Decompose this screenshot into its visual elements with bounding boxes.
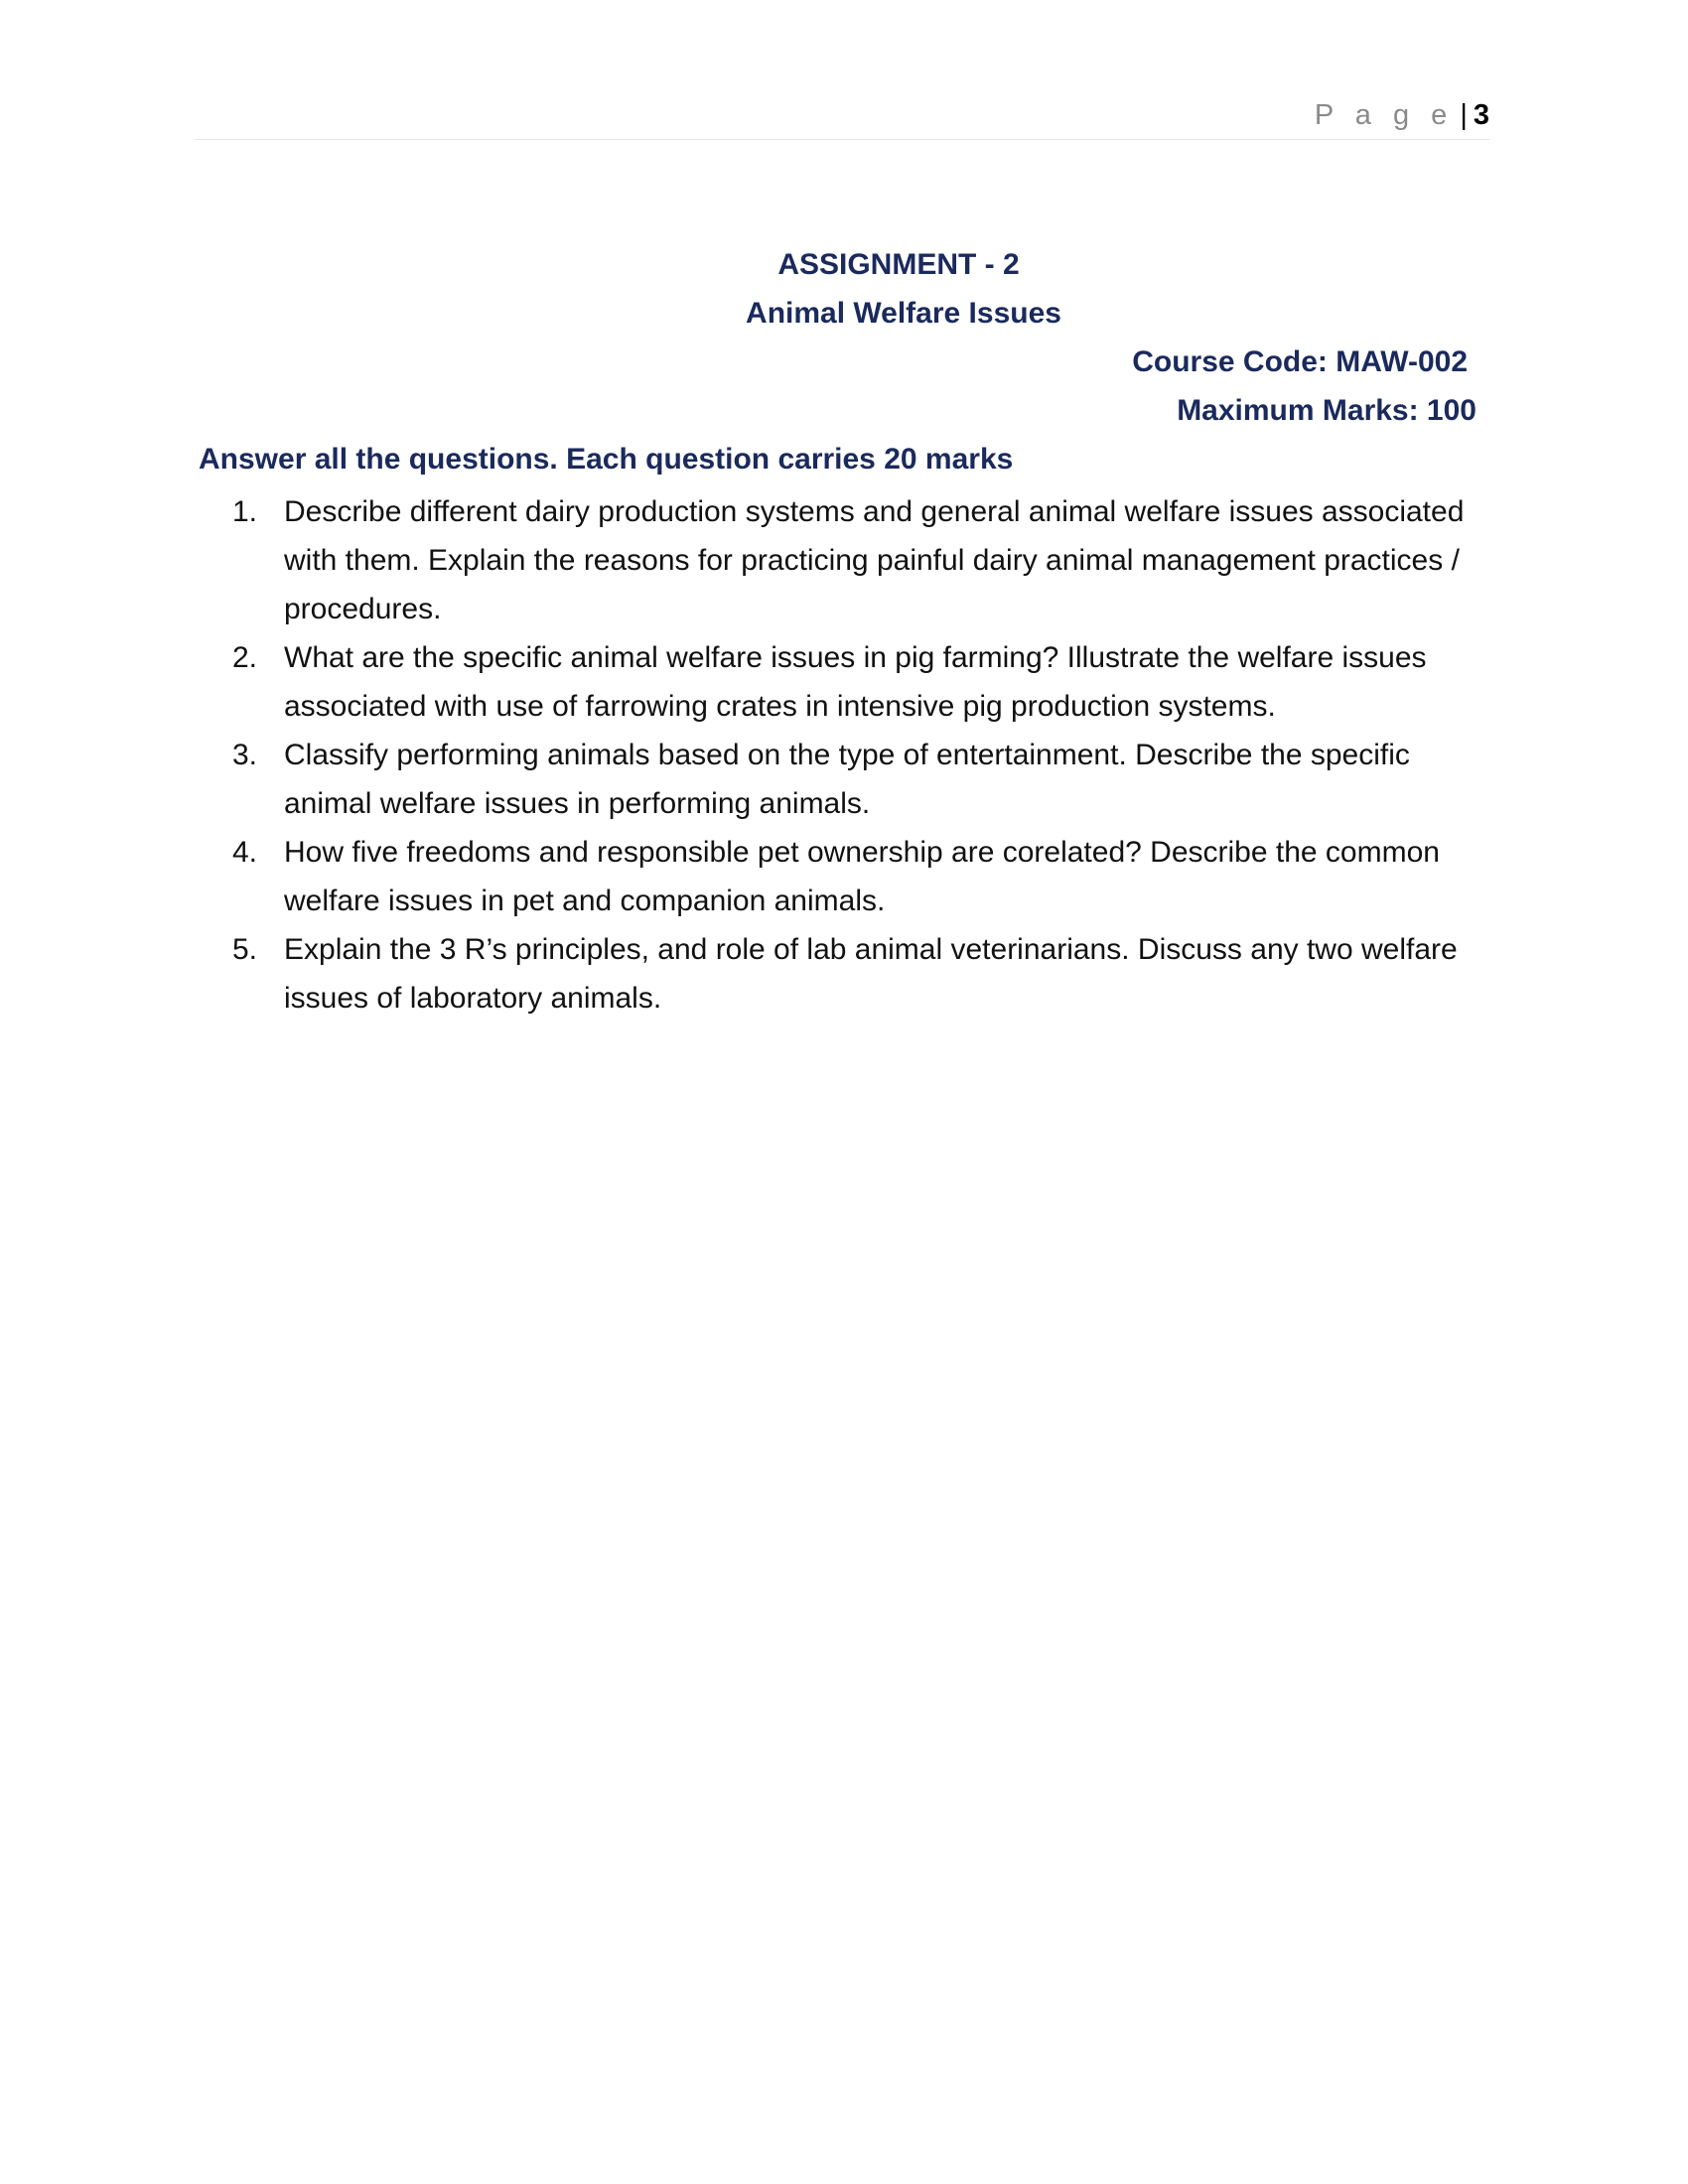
maximum-marks: Maximum Marks: 100 [1177,394,1477,427]
question-item [232,633,1495,731]
course-code: Course Code: MAW-002 [1132,345,1468,378]
question-number: 3. [232,739,258,771]
page-word: P a g e [1314,99,1455,131]
question-text: What are the specific animal welfare issues in pig farming? Illustrate the welfare issues associated with use of farrowing crates in intensive pig production systems. [284,641,1427,723]
question-item [232,487,1495,633]
question-item [232,925,1495,1023]
page-separator: | [1460,99,1468,131]
page-number-label [1315,99,1489,132]
question-text: Classify performing animals based on the type of entertainment. Describe the specific animal welfare issues in performing animals. [284,739,1410,820]
question-list [232,487,1495,1023]
question-number: 1. [232,495,258,528]
question-text: How five freedoms and responsible pet ownership are corelated? Describe the common welfare issues in pet and companion animals. [284,836,1440,917]
page-header [195,95,1489,140]
page-number: 3 [1473,99,1489,131]
question-text: Explain the 3 R’s principles, and role of lab animal veterinarians. Discuss any two welfare issues of laboratory animals. [284,933,1458,1015]
question-number: 5. [232,933,258,966]
instructions: Answer all the questions. Each question carries 20 marks [199,443,1014,476]
question-number: 4. [232,836,258,869]
course-title: Animal Welfare Issues [746,297,1061,330]
question-text: Describe different dairy production systems and general animal welfare issues associated with them. Explain the reasons for practicing painful dairy animal management practices / procedures. [284,495,1465,625]
question-item [232,731,1495,828]
question-item [232,828,1495,925]
question-number: 2. [232,641,258,674]
assignment-title: ASSIGNMENT - 2 [777,248,1020,281]
